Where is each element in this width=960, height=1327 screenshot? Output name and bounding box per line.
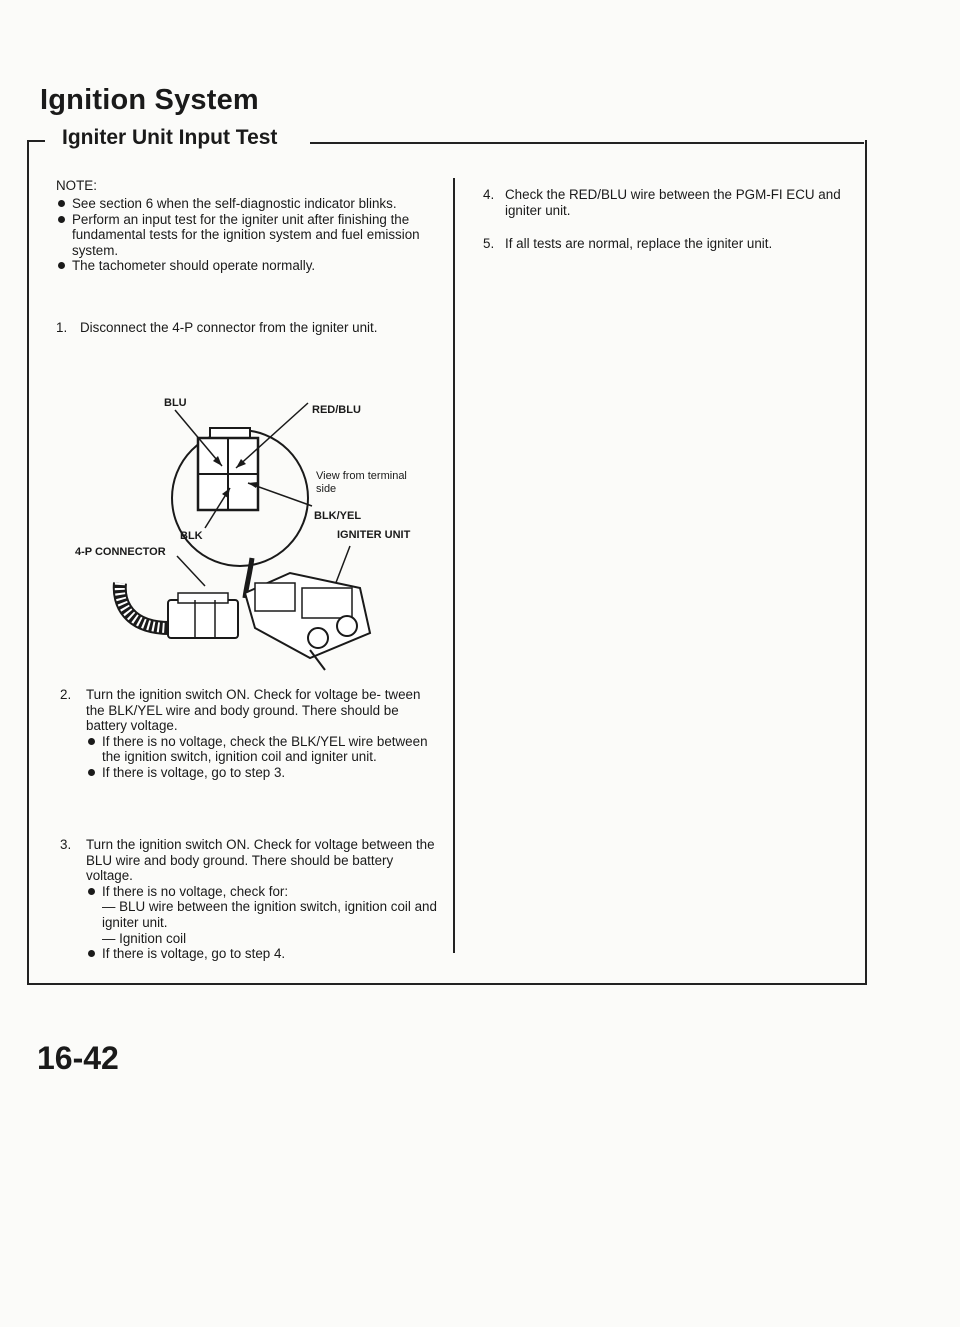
- mount-bolt: [308, 628, 328, 648]
- section-title: Igniter Unit Input Test: [58, 126, 281, 150]
- note-label: NOTE:: [56, 178, 97, 193]
- step-number: 2.: [60, 687, 72, 702]
- label-red-blu: RED/BLU: [312, 404, 361, 416]
- step-5: [483, 236, 853, 252]
- step-bullet: If there is no voltage, check for:: [86, 884, 440, 900]
- label-4p-connector: 4-P CONNECTOR: [75, 546, 166, 558]
- step-text: Check the RED/BLU wire between the PGM-FI ECU and igniter unit.: [505, 187, 841, 218]
- page-title: Ignition System: [40, 84, 259, 116]
- step-bullet: If there is voltage, go to step 4.: [86, 946, 440, 962]
- connector-diagram: [40, 388, 450, 673]
- frame-top-right-rule: [310, 142, 864, 144]
- step-number: 1.: [56, 320, 68, 335]
- step-4: [483, 187, 853, 218]
- step-number: 5.: [483, 236, 495, 251]
- step-sub-item: — Ignition coil: [102, 930, 187, 946]
- step-text: Disconnect the 4-P connector from the igniter unit.: [80, 320, 378, 335]
- note-list: [56, 196, 434, 274]
- frame-top-left-rule: [27, 140, 45, 142]
- 4p-connector-plug: [168, 600, 238, 638]
- column-divider: [453, 178, 455, 953]
- step-text: Turn the ignition switch ON. Check for voltage be- tween the BLK/YEL wire and body ground. There should be battery voltage.: [86, 687, 421, 734]
- label-igniter-unit: IGNITER UNIT: [337, 529, 411, 541]
- mount-bolt: [337, 616, 357, 636]
- step-3: [60, 837, 440, 962]
- label-blk: BLK: [180, 530, 203, 542]
- step-bullet: If there is no voltage, check the BLK/YEL wire between the ignition switch, ignition coil and igniter unit.: [86, 734, 440, 765]
- page-number: 16-42: [37, 1040, 119, 1076]
- note-bullet: Perform an input test for the igniter unit after finishing the fundamental tests for the ignition system and fuel emission system.: [56, 212, 434, 259]
- label-blu: BLU: [164, 397, 187, 409]
- step-2: [60, 687, 440, 781]
- step-text: Turn the ignition switch ON. Check for voltage between the BLU wire and body ground. There should be battery voltage.: [86, 837, 435, 884]
- step-bullet: If there is voltage, go to step 3.: [86, 765, 440, 781]
- note-bullet: The tachometer should operate normally.: [56, 258, 434, 274]
- connector-leader: [177, 556, 205, 586]
- step-1: [56, 320, 441, 336]
- step-number: 3.: [60, 837, 72, 852]
- label-view-line1: View from terminal: [316, 470, 407, 482]
- note-bullet: See section 6 when the self-diagnostic indicator blinks.: [56, 196, 434, 212]
- label-blk-yel: BLK/YEL: [314, 510, 362, 522]
- label-view-line2: side: [316, 483, 337, 495]
- connector-latch: [210, 428, 250, 438]
- step-text: If all tests are normal, replace the igniter unit.: [505, 236, 773, 251]
- step-number: 4.: [483, 187, 495, 202]
- step-sub-item: — BLU wire between the ignition switch, ignition coil and igniter unit.: [102, 899, 437, 930]
